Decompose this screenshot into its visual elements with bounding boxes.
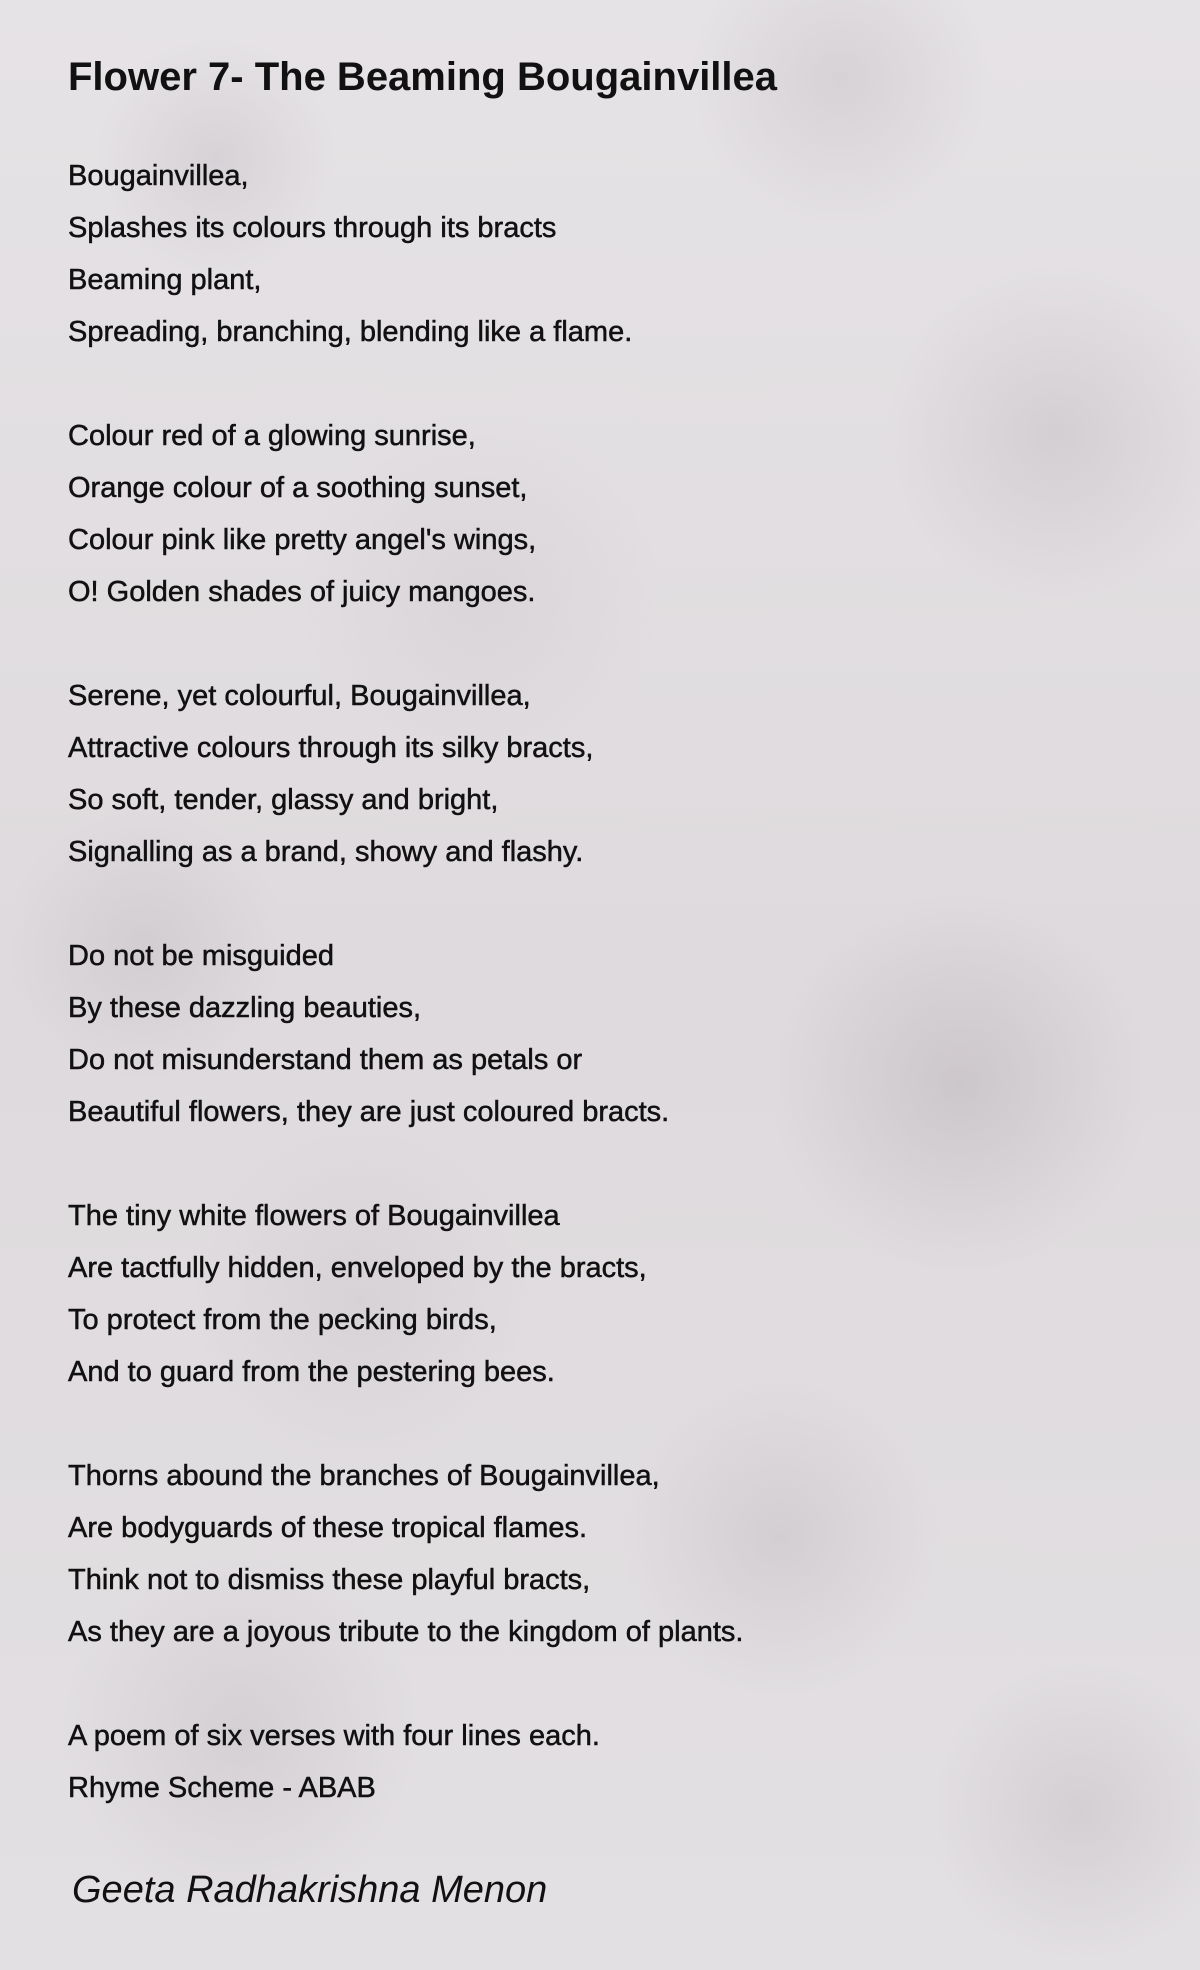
- stanza-4: [68, 930, 1148, 1138]
- poem-line: Are tactfully hidden, enveloped by the bracts,: [68, 1252, 647, 1284]
- poem-line: Do not misunderstand them as petals or: [68, 1044, 583, 1076]
- stanza-1: [68, 150, 1148, 358]
- poem-line: Colour pink like pretty angel's wings,: [68, 524, 537, 556]
- poem-note: [68, 1710, 1148, 1814]
- poem-line: Are bodyguards of these tropical flames.: [68, 1512, 588, 1544]
- poem-title: Flower 7- The Beaming Bougainvillea: [68, 55, 778, 99]
- stanza-6: [68, 1450, 1148, 1658]
- poem-body: [68, 150, 1148, 1866]
- poem-line: To protect from the pecking birds,: [68, 1304, 497, 1336]
- poem-line: Signalling as a brand, showy and flashy.: [68, 836, 584, 868]
- poem-line: Do not be misguided: [68, 940, 334, 972]
- stanza-3: [68, 670, 1148, 878]
- poem-line: Serene, yet colourful, Bougainvillea,: [68, 680, 531, 712]
- poem-line: O! Golden shades of juicy mangoes.: [68, 576, 536, 608]
- poem-line: Orange colour of a soothing sunset,: [68, 472, 528, 504]
- poem-line: So soft, tender, glassy and bright,: [68, 784, 499, 816]
- poem-line: Thorns abound the branches of Bougainvillea,: [68, 1460, 660, 1492]
- poem-line: Rhyme Scheme - ABAB: [68, 1772, 376, 1804]
- stanza-5: [68, 1190, 1148, 1398]
- poem-line: By these dazzling beauties,: [68, 992, 422, 1024]
- poem-line: Splashes its colours through its bracts: [68, 212, 557, 244]
- poem-line: A poem of six verses with four lines each.: [68, 1720, 600, 1752]
- poem-line: Bougainvillea,: [68, 160, 249, 192]
- stanza-2: [68, 410, 1148, 618]
- poem-line: Colour red of a glowing sunrise,: [68, 420, 476, 452]
- poem-line: The tiny white flowers of Bougainvillea: [68, 1200, 560, 1232]
- poem-line: Beautiful flowers, they are just coloured bracts.: [68, 1096, 670, 1128]
- poem-line: As they are a joyous tribute to the kingdom of plants.: [68, 1616, 744, 1648]
- poem-line: And to guard from the pestering bees.: [68, 1356, 555, 1388]
- poem-author: Geeta Radhakrishna Menon: [72, 1869, 548, 1911]
- poem-line: Beaming plant,: [68, 264, 262, 296]
- poem-line: Think not to dismiss these playful bracts,: [68, 1564, 591, 1596]
- poem-line: Attractive colours through its silky bracts,: [68, 732, 594, 764]
- poem-line: Spreading, branching, blending like a flame.: [68, 316, 633, 348]
